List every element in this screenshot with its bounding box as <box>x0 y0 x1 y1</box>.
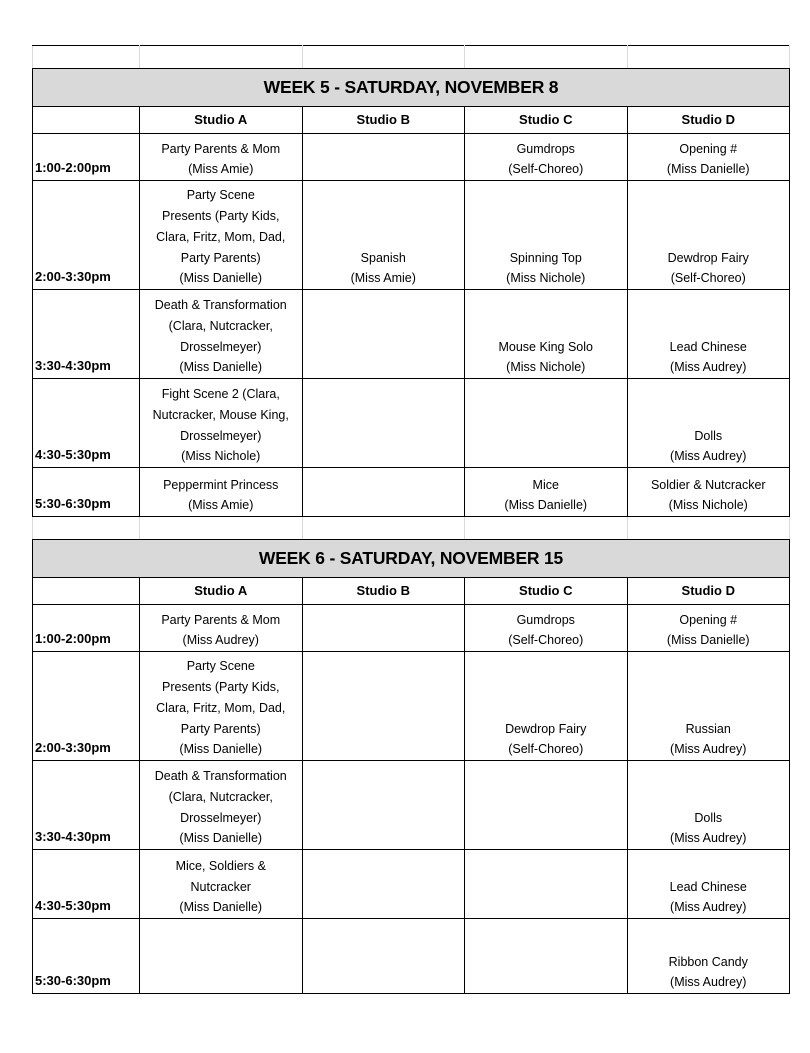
class-cell-line: Death & Transformation <box>154 769 287 784</box>
class-cell-line: Mouse King Solo <box>498 339 593 354</box>
class-cell <box>627 134 790 181</box>
class-cell <box>302 181 465 290</box>
class-cell-line: Mice, Soldiers & <box>175 858 266 873</box>
studio-header: Studio D <box>627 578 790 605</box>
class-cell-line: Dolls <box>694 428 723 443</box>
class-cell-line: Lead Chinese <box>669 879 747 894</box>
class-cell <box>302 761 465 850</box>
class-cell <box>465 134 628 181</box>
class-cell-line: (Miss Audrey) <box>670 831 747 846</box>
class-cell-line: Opening # <box>679 141 738 156</box>
time-slot-row <box>33 652 790 761</box>
class-cell <box>627 850 790 919</box>
class-cell-line: (Miss Danielle) <box>179 742 263 757</box>
class-cell <box>140 379 303 468</box>
class-cell-line: Spinning Top <box>509 250 582 265</box>
studio-header: Studio B <box>302 578 465 605</box>
class-cell-line: (Miss Danielle) <box>666 633 750 648</box>
spacer-cell <box>140 46 303 69</box>
class-cell <box>627 919 790 994</box>
time-slot-row <box>33 181 790 290</box>
class-cell-line: (Miss Audrey) <box>182 633 259 648</box>
class-cell-line: (Miss Danielle) <box>504 498 588 513</box>
time-slot: 1:00-2:00pm <box>33 605 140 652</box>
week-title-row <box>33 69 790 107</box>
class-cell-line: Soldier & Nutcracker <box>650 477 766 492</box>
class-cell-line: (Miss Audrey) <box>670 900 747 915</box>
class-cell-line: (Miss Amie) <box>188 498 254 513</box>
class-cell <box>627 652 790 761</box>
class-cell-line: (Miss Nichole) <box>506 271 586 286</box>
time-slot: 4:30-5:30pm <box>33 379 140 468</box>
time-slot: 3:30-4:30pm <box>33 761 140 850</box>
studio-header: Studio A <box>140 578 303 605</box>
class-cell <box>465 605 628 652</box>
time-slot-row <box>33 919 790 994</box>
class-cell-line: Drosselmeyer) <box>180 339 262 354</box>
spacer-row <box>33 46 790 69</box>
class-cell-line: (Self-Choreo) <box>508 742 584 757</box>
class-cell-line: (Miss Audrey) <box>670 449 747 464</box>
class-cell <box>627 761 790 850</box>
class-cell-line: (Miss Danielle) <box>179 900 263 915</box>
class-cell <box>465 468 628 517</box>
studio-header: Studio C <box>465 578 628 605</box>
class-cell-line: Ribbon Candy <box>668 954 748 969</box>
class-cell-line: (Self-Choreo) <box>508 633 584 648</box>
class-cell-line: Mice <box>532 477 559 492</box>
studio-header: Studio C <box>465 107 628 134</box>
class-cell-line: (Miss Audrey) <box>670 975 747 990</box>
class-cell-line: Presents (Party Kids, <box>162 209 280 224</box>
studio-header: Studio D <box>627 107 790 134</box>
class-cell-line: (Miss Danielle) <box>179 271 263 286</box>
class-cell <box>140 919 303 994</box>
class-cell-line: Party Scene <box>186 659 255 674</box>
time-slot: 1:00-2:00pm <box>33 134 140 181</box>
time-slot-row <box>33 379 790 468</box>
time-slot-row <box>33 850 790 919</box>
class-cell <box>140 605 303 652</box>
class-cell-line: (Miss Audrey) <box>670 360 747 375</box>
spacer-cell <box>140 517 303 540</box>
class-cell <box>140 468 303 517</box>
class-cell <box>627 605 790 652</box>
spacer-cell <box>627 517 790 540</box>
class-cell <box>302 468 465 517</box>
time-slot: 4:30-5:30pm <box>33 850 140 919</box>
class-cell-line: Death & Transformation <box>154 298 287 313</box>
class-cell <box>140 290 303 379</box>
class-cell-line: (Miss Audrey) <box>670 742 747 757</box>
class-cell-line: Russian <box>685 721 731 736</box>
class-cell-line: Nutcracker, Mouse King, <box>152 407 289 422</box>
class-cell-line: Party Parents) <box>180 250 261 265</box>
spacer-cell <box>465 517 628 540</box>
class-cell-line: Party Parents & Mom <box>161 612 281 627</box>
class-cell <box>627 181 790 290</box>
class-cell <box>302 919 465 994</box>
class-cell <box>140 850 303 919</box>
header-blank-cell <box>33 107 140 134</box>
class-cell-line: (Clara, Nutcracker, <box>168 318 273 333</box>
week-title: WEEK 6 - SATURDAY, NOVEMBER 15 <box>33 540 790 578</box>
class-cell-line: (Miss Danielle) <box>179 831 263 846</box>
class-cell-line: (Self-Choreo) <box>508 162 584 177</box>
class-cell <box>140 134 303 181</box>
time-slot: 5:30-6:30pm <box>33 468 140 517</box>
class-cell-line: (Miss Nichole) <box>668 498 748 513</box>
studio-header-row <box>33 578 790 605</box>
studio-header: Studio B <box>302 107 465 134</box>
class-cell-line: Gumdrops <box>516 612 575 627</box>
class-cell-line: Dolls <box>694 810 723 825</box>
class-cell-line: Spanish <box>360 250 406 265</box>
class-cell-line: (Miss Danielle) <box>666 162 750 177</box>
class-cell <box>465 181 628 290</box>
class-cell <box>302 379 465 468</box>
class-cell <box>465 761 628 850</box>
spacer-cell <box>465 46 628 69</box>
class-cell <box>465 652 628 761</box>
schedule-table <box>32 45 790 994</box>
class-cell-line: (Miss Amie) <box>350 271 416 286</box>
spacer-cell <box>627 46 790 69</box>
class-cell <box>627 379 790 468</box>
class-cell-line: Fight Scene 2 (Clara, <box>161 387 280 402</box>
class-cell-line: Party Parents & Mom <box>161 141 281 156</box>
class-cell-line: Peppermint Princess <box>163 477 279 492</box>
spacer-cell <box>33 517 140 540</box>
class-cell-line: (Miss Danielle) <box>179 360 263 375</box>
class-cell <box>465 290 628 379</box>
time-slot: 2:00-3:30pm <box>33 652 140 761</box>
class-cell <box>465 850 628 919</box>
time-slot: 5:30-6:30pm <box>33 919 140 994</box>
class-cell <box>302 652 465 761</box>
class-cell-line: (Miss Nichole) <box>181 449 261 464</box>
class-cell-line: Clara, Fritz, Mom, Dad, <box>156 700 286 715</box>
week-title-row <box>33 540 790 578</box>
class-cell-line: (Miss Nichole) <box>506 360 586 375</box>
time-slot: 3:30-4:30pm <box>33 290 140 379</box>
schedule-sheet <box>32 45 789 994</box>
class-cell-line: Presents (Party Kids, <box>162 680 280 695</box>
class-cell-line: Party Parents) <box>180 721 261 736</box>
class-cell <box>465 379 628 468</box>
time-slot-row <box>33 290 790 379</box>
time-slot-row <box>33 468 790 517</box>
class-cell-line: Dewdrop Fairy <box>505 721 587 736</box>
spacer-row <box>33 517 790 540</box>
class-cell-line: Clara, Fritz, Mom, Dad, <box>156 229 286 244</box>
class-cell-line: (Miss Amie) <box>188 162 254 177</box>
class-cell <box>627 468 790 517</box>
class-cell-line: (Self-Choreo) <box>670 271 746 286</box>
class-cell-line: Nutcracker <box>190 879 251 894</box>
class-cell-line: Lead Chinese <box>669 339 747 354</box>
class-cell-line: Gumdrops <box>516 141 575 156</box>
time-slot: 2:00-3:30pm <box>33 181 140 290</box>
time-slot-row <box>33 134 790 181</box>
class-cell-line: (Clara, Nutcracker, <box>168 789 273 804</box>
class-cell <box>302 605 465 652</box>
class-cell-line: Drosselmeyer) <box>180 810 262 825</box>
time-slot-row <box>33 761 790 850</box>
header-blank-cell <box>33 578 140 605</box>
class-cell <box>302 290 465 379</box>
spacer-cell <box>302 517 465 540</box>
class-cell <box>302 850 465 919</box>
class-cell-line: Party Scene <box>186 188 255 203</box>
class-cell <box>302 134 465 181</box>
week-title: WEEK 5 - SATURDAY, NOVEMBER 8 <box>33 69 790 107</box>
class-cell <box>465 919 628 994</box>
studio-header: Studio A <box>140 107 303 134</box>
class-cell <box>140 761 303 850</box>
class-cell <box>140 652 303 761</box>
spacer-cell <box>33 46 140 69</box>
class-cell <box>140 181 303 290</box>
class-cell-line: Dewdrop Fairy <box>667 250 749 265</box>
spacer-cell <box>302 46 465 69</box>
studio-header-row <box>33 107 790 134</box>
class-cell <box>627 290 790 379</box>
class-cell-line: Opening # <box>679 612 738 627</box>
class-cell-line: Drosselmeyer) <box>180 428 262 443</box>
time-slot-row <box>33 605 790 652</box>
